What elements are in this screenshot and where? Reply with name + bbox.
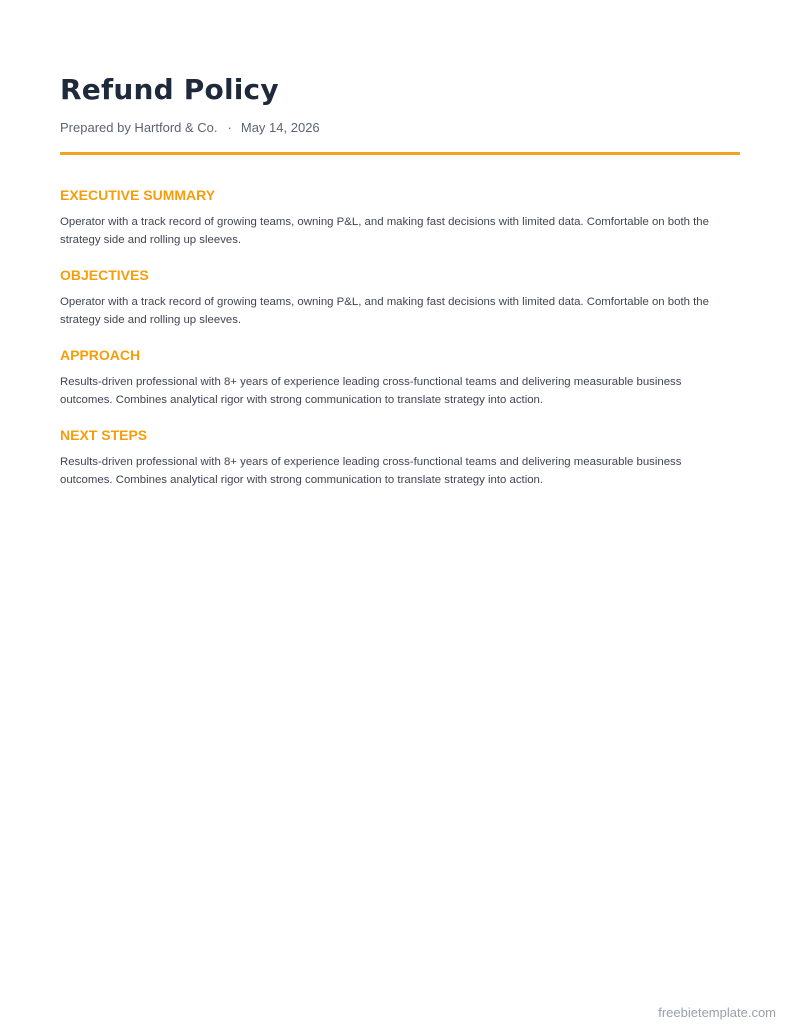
section-body: Operator with a track record of growing teams, owning P&L, and making fast decisions with limited data. Comfortable on both the strategy side and rolling up sleeves. bbox=[60, 216, 709, 246]
section-executive-summary bbox=[60, 185, 740, 265]
prepared-by: Prepared by Hartford & Co. bbox=[60, 120, 218, 135]
document-meta bbox=[60, 119, 320, 137]
section-body: Results-driven professional with 8+ years of experience leading cross-functional teams and delivering measurable business outcomes. Combines analytical rigor with strong communication to translate strategy into action. bbox=[60, 456, 682, 486]
footer-watermark: freebietemplate.com bbox=[658, 1005, 776, 1020]
section-body: Results-driven professional with 8+ years of experience leading cross-functional teams and delivering measurable business outcomes. Combines analytical rigor with strong communication to translate strategy into action. bbox=[60, 376, 682, 406]
section-heading: APPROACH bbox=[60, 347, 141, 363]
section-approach bbox=[60, 345, 740, 425]
section-objectives bbox=[60, 265, 740, 345]
meta-separator: · bbox=[227, 120, 232, 135]
section-next-steps bbox=[60, 425, 740, 505]
page-title: Refund Policy bbox=[60, 73, 279, 106]
document-date: May 14, 2026 bbox=[240, 120, 320, 135]
section-heading: NEXT STEPS bbox=[60, 427, 148, 443]
header-divider bbox=[60, 152, 740, 155]
section-heading: OBJECTIVES bbox=[60, 267, 149, 283]
section-heading: EXECUTIVE SUMMARY bbox=[60, 187, 216, 203]
section-body: Operator with a track record of growing teams, owning P&L, and making fast decisions with limited data. Comfortable on both the strategy side and rolling up sleeves. bbox=[60, 296, 709, 326]
sections bbox=[60, 185, 740, 505]
